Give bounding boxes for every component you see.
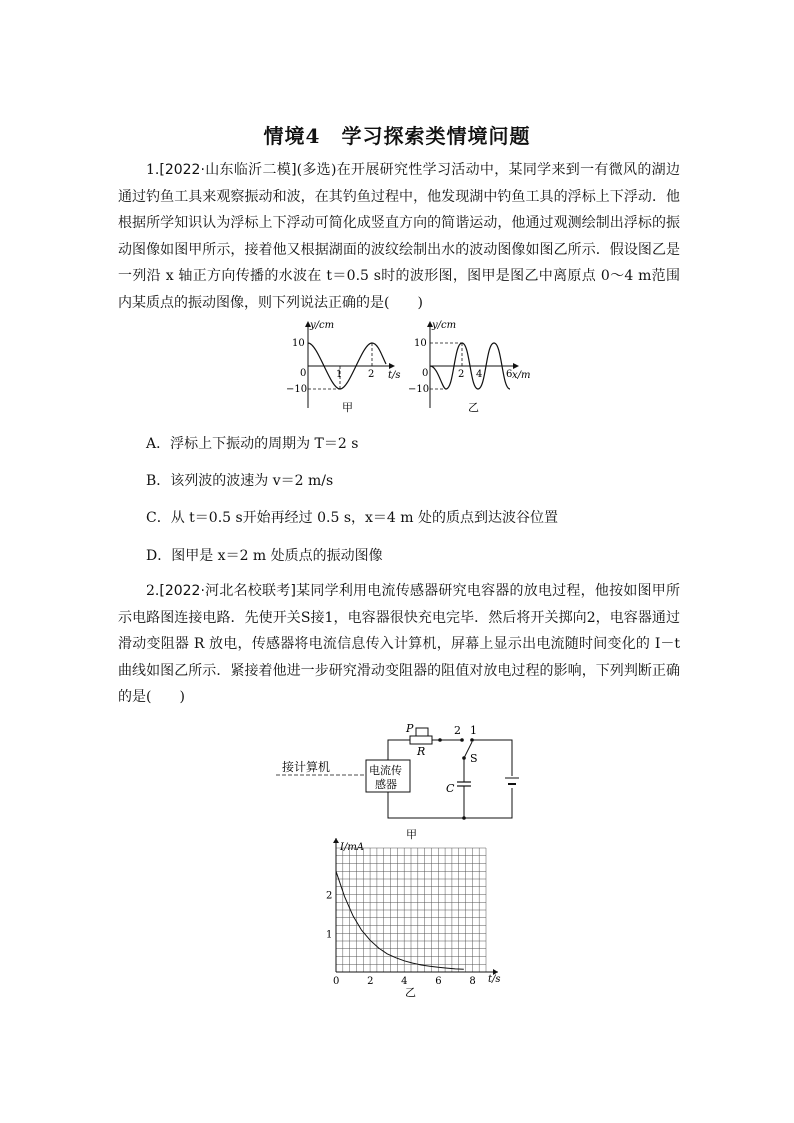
option-a: A．浮标上下振动的周期为 T＝2 s	[146, 436, 359, 452]
jia-xtick-1: 1	[336, 369, 343, 380]
yi-ytick-neg10: −10	[408, 384, 430, 395]
figure-yi-wave-graph	[402, 316, 531, 416]
option-c: C．从 t＝0.5 s开始再经过 0.5 s，x＝4 m 处的质点到达波谷位置	[146, 510, 559, 526]
question-2-source: [2022·河北名校联考]	[159, 583, 296, 599]
jia-caption: 甲	[342, 401, 353, 414]
y-tick-label: 1	[326, 929, 333, 941]
chart-xlabel: t/s	[488, 974, 501, 985]
chart-axes	[333, 838, 498, 975]
question-2-number: 2.	[146, 583, 160, 599]
yi-ytick-10: 10	[414, 338, 427, 349]
option-d: D．图甲是 x＝2 m 处质点的振动图像	[146, 548, 383, 564]
question-1-source: [2022·山东临沂二模]	[159, 162, 297, 178]
yi-xlabel: x/m	[512, 370, 531, 381]
jia-ytick-10: 10	[292, 338, 305, 349]
x-tick-label: 8	[469, 976, 476, 987]
yi-xtick-6: 6	[506, 369, 513, 380]
chart-ylabel: I/mA	[340, 842, 365, 853]
question-1-number: 1.	[146, 162, 160, 178]
c-label: C	[446, 782, 455, 795]
s-label: S	[470, 752, 478, 765]
terminal-1-label: 1	[470, 724, 477, 737]
discharge-curve	[336, 871, 464, 969]
figure-circuit-diagram	[276, 722, 536, 842]
x-tick-label: 0	[333, 976, 340, 987]
sensor-label-line2: 感器	[375, 778, 397, 791]
circuit-caption: 甲	[406, 828, 417, 841]
chart-grid	[336, 848, 486, 972]
option-b: B．该列波的波速为 v＝2 m/s	[146, 473, 334, 489]
sensor-label-line1: 电流传	[369, 764, 402, 777]
p-label: P	[406, 722, 414, 735]
jia-origin: 0	[300, 368, 307, 379]
jia-xtick-2: 2	[368, 369, 375, 380]
yi-xtick-2: 2	[458, 369, 465, 380]
figure-current-time-graph	[310, 838, 500, 998]
yi-origin: 0	[422, 368, 429, 379]
jia-ylabel: y/cm	[310, 320, 335, 331]
y-axis-arrow	[333, 838, 339, 843]
question-1-text: (多选)在开展研究性学习活动中，某同学来到一有微风的湖边通过钓鱼工具来观察振动和波，在其钓鱼过程中，他发现湖中钓鱼工具的浮标上下浮动．他根据所学知识认为浮标上下浮动可简化成竖直方向的简谐运动，他通过观测绘制出浮标的振动图像如图甲所示，接着他又根据湖面的波纹绘制出水的波动图像如图乙所示．假设图乙是一列沿 x 轴正方向传播的水波在 t＝0.5 s时的波形图，图甲是图乙中离原点 0～4 m范围内某质点的振动图像，则下列说法正确的是( )	[118, 162, 680, 311]
computer-label: 接计算机	[282, 760, 331, 774]
question-2-stem	[118, 578, 680, 711]
yi-caption: 乙	[468, 401, 479, 414]
y-tick-label: 2	[326, 890, 333, 902]
r-label: R	[417, 745, 426, 758]
terminal-2-label: 2	[454, 724, 461, 737]
x-tick-label: 2	[367, 976, 374, 987]
jia-ytick-neg10: −10	[286, 384, 308, 395]
x-tick-label: 6	[435, 976, 442, 987]
page-title: 情境4 学习探索类情境问题	[263, 124, 531, 148]
jia-xlabel: t/s	[388, 370, 401, 381]
question-1-stem	[118, 157, 680, 316]
question-2-text: 某同学利用电流传感器研究电容器的放电过程，他按如图甲所示电路图连接电路．先使开关S接1，电容器很快充电完毕．然后将开关掷向2，电容器通过滑动变阻器 R 放电，传感器将电流信息传入计算机，屏幕上显示出电流随时间变化的 I－t 曲线如图乙所示．紧接着他进一步研究滑动变阻器的阻值对放电过程的影响，下列判断正确的是( )	[118, 583, 680, 705]
chart-yticks	[326, 891, 332, 941]
rheostat-r	[410, 736, 432, 744]
yi-ylabel: y/cm	[432, 320, 457, 331]
x-tick-label: 4	[401, 976, 408, 987]
chart-caption: 乙	[405, 986, 416, 999]
figure-jia-vibration-graph	[286, 316, 401, 416]
yi-xtick-4: 4	[476, 369, 483, 380]
